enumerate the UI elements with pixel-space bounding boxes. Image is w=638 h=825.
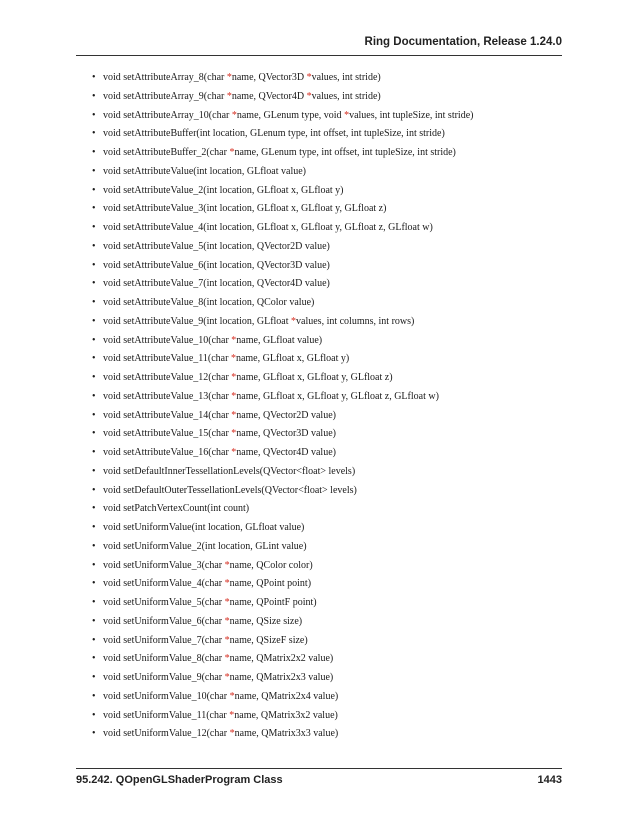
signature-text: void setUniformValue_6(char xyxy=(103,615,225,627)
signature-text: void setUniformValue(int location, GLfloat value) xyxy=(103,522,305,533)
method-list-item xyxy=(92,444,578,463)
pointer-asterisk: * xyxy=(231,334,237,346)
signature-text: values, int stride) xyxy=(311,72,381,83)
running-header: Ring Documentation, Release 1.24.0 xyxy=(364,36,562,48)
bullet-icon: • xyxy=(92,428,96,440)
bullet-icon: • xyxy=(92,559,96,571)
signature-text: void setAttributeValue_15(char xyxy=(103,428,232,440)
pointer-asterisk: * xyxy=(224,653,230,665)
signature-text: void setPatchVertexCount(int count) xyxy=(103,503,250,515)
signature-text: void setAttributeValue_16(char xyxy=(103,447,232,458)
bullet-icon: • xyxy=(92,672,96,683)
footer-divider xyxy=(76,768,562,769)
pointer-asterisk: * xyxy=(226,90,232,102)
method-list-item xyxy=(92,257,578,276)
signature-text: name, GLfloat x, GLfloat y, GLfloat z, GLfloat w) xyxy=(236,390,439,402)
method-list-item xyxy=(92,238,578,257)
signature-text: name, QMatrix3x3 value) xyxy=(234,728,339,740)
pointer-asterisk: * xyxy=(229,690,235,702)
signature-text: name, QSize size) xyxy=(229,615,303,627)
signature-text: void setAttributeValue_11(char xyxy=(103,353,231,365)
signature-text: name, QVector3D value) xyxy=(236,428,336,440)
bullet-icon: • xyxy=(92,653,96,665)
pointer-asterisk: * xyxy=(344,109,350,121)
pointer-asterisk: * xyxy=(224,672,230,683)
signature-text: void setAttributeValue_10(char xyxy=(103,334,232,346)
signature-text: name, GLfloat x, GLfloat y, GLfloat z) xyxy=(236,372,393,383)
signature-text: void setUniformValue_5(char xyxy=(103,597,225,608)
bullet-icon: • xyxy=(92,297,96,308)
bullet-icon: • xyxy=(92,72,96,83)
signature-text: void setDefaultInnerTessellationLevels(QVector<float> levels) xyxy=(103,465,356,477)
signature-text: void setUniformValue_7(char xyxy=(103,634,225,646)
signature-text: void setAttributeValue_9(int location, GLfloat xyxy=(103,315,292,327)
bullet-icon: • xyxy=(92,634,96,646)
pointer-asterisk: * xyxy=(229,728,235,740)
signature-text: void setAttributeValue_4(int location, GLfloat x, GLfloat y, GLfloat z, GLfloat w) xyxy=(103,222,433,233)
signature-text: name, GLfloat x, GLfloat y) xyxy=(235,353,350,365)
pointer-asterisk: * xyxy=(224,578,230,590)
method-list-item xyxy=(92,407,578,426)
pointer-asterisk: * xyxy=(229,147,235,158)
bullet-icon: • xyxy=(92,578,96,590)
method-list-item xyxy=(92,107,578,126)
header-divider xyxy=(76,55,562,56)
method-list-item xyxy=(92,200,578,219)
signature-text: void setAttributeValue_6(int location, QVector3D value) xyxy=(103,259,330,271)
method-list-item xyxy=(92,294,578,313)
signature-text: values, int tupleSize, int stride) xyxy=(349,109,474,121)
signature-text: void setUniformValue_4(char xyxy=(103,578,225,590)
bullet-icon: • xyxy=(92,184,96,196)
method-list xyxy=(92,69,578,744)
signature-text: void setAttributeValue_2(int location, GLfloat x, GLfloat y) xyxy=(103,184,344,196)
signature-text: void setAttributeArray_10(char xyxy=(103,109,232,121)
bullet-icon: • xyxy=(92,709,96,721)
signature-text: void setAttributeValue_12(char xyxy=(103,372,232,383)
method-list-item xyxy=(92,163,578,182)
bullet-icon: • xyxy=(92,259,96,271)
signature-text: name, GLenum type, void xyxy=(236,109,345,121)
method-list-item xyxy=(92,669,578,688)
signature-text: name, QVector2D value) xyxy=(236,409,336,421)
signature-text: void setUniformValue_3(char xyxy=(103,559,225,571)
signature-text: name, QSizeF size) xyxy=(229,634,308,646)
bullet-icon: • xyxy=(92,522,96,533)
footer-section-title: 95.242. QOpenGLShaderProgram Class xyxy=(76,774,283,786)
bullet-icon: • xyxy=(92,147,96,158)
method-list-item xyxy=(92,425,578,444)
bullet-icon: • xyxy=(92,203,96,215)
method-list-item xyxy=(92,350,578,369)
bullet-icon: • xyxy=(92,409,96,421)
method-list-item xyxy=(92,125,578,144)
pointer-asterisk: * xyxy=(224,615,230,627)
method-list-item xyxy=(92,69,578,88)
signature-text: name, QVector4D value) xyxy=(236,447,336,458)
bullet-icon: • xyxy=(92,503,96,515)
signature-text: void setUniformValue_11(char xyxy=(103,709,230,721)
signature-text: void setAttributeValue_7(int location, QVector4D value) xyxy=(103,278,330,290)
signature-text: void setAttributeValue_8(int location, QColor value) xyxy=(103,297,315,308)
signature-text: void setUniformValue_8(char xyxy=(103,653,225,665)
signature-text: void setUniformValue_12(char xyxy=(103,728,230,740)
signature-text: values, int columns, int rows) xyxy=(296,315,415,327)
pointer-asterisk: * xyxy=(231,409,237,421)
bullet-icon: • xyxy=(92,615,96,627)
bullet-icon: • xyxy=(92,222,96,233)
bullet-icon: • xyxy=(92,728,96,740)
bullet-icon: • xyxy=(92,165,96,177)
method-list-item xyxy=(92,650,578,669)
signature-text: void setDefaultOuterTessellationLevels(QVector<float> levels) xyxy=(103,484,357,496)
signature-text: name, GLenum type, int offset, int tupleSize, int stride) xyxy=(234,147,456,158)
bullet-icon: • xyxy=(92,540,96,552)
method-list-item xyxy=(92,557,578,576)
signature-text: void setAttributeArray_9(char xyxy=(103,90,227,102)
method-list-item xyxy=(92,275,578,294)
signature-text: void setUniformValue_10(char xyxy=(103,690,230,702)
method-list-item xyxy=(92,594,578,613)
method-list-item xyxy=(92,632,578,651)
signature-text: void setAttributeArray_8(char xyxy=(103,72,227,83)
method-list-item xyxy=(92,707,578,726)
method-list-item xyxy=(92,463,578,482)
bullet-icon: • xyxy=(92,334,96,346)
signature-text: name, QMatrix2x4 value) xyxy=(234,690,339,702)
pointer-asterisk: * xyxy=(291,315,297,327)
signature-text: void setAttributeValue_5(int location, QVector2D value) xyxy=(103,240,330,252)
bullet-icon: • xyxy=(92,447,96,458)
method-list-item xyxy=(92,688,578,707)
pointer-asterisk: * xyxy=(226,72,232,83)
signature-text: void setAttributeValue_13(char xyxy=(103,390,232,402)
method-list-item xyxy=(92,88,578,107)
signature-text: void setAttributeValue_14(char xyxy=(103,409,232,421)
method-list-item xyxy=(92,575,578,594)
pointer-asterisk: * xyxy=(230,353,236,365)
signature-text: name, QPointF point) xyxy=(229,597,317,608)
signature-text: name, QMatrix2x2 value) xyxy=(229,653,334,665)
bullet-icon: • xyxy=(92,240,96,252)
method-list-item xyxy=(92,613,578,632)
signature-text: void setAttributeValue(int location, GLfloat value) xyxy=(103,165,306,177)
bullet-icon: • xyxy=(92,390,96,402)
method-list-item xyxy=(92,144,578,163)
method-list-item xyxy=(92,369,578,388)
signature-text: name, QMatrix3x2 value) xyxy=(234,709,338,721)
pointer-asterisk: * xyxy=(231,428,237,440)
pointer-asterisk: * xyxy=(224,634,230,646)
pointer-asterisk: * xyxy=(229,709,235,721)
signature-text: name, QVector4D xyxy=(231,90,307,102)
method-list-item xyxy=(92,182,578,201)
signature-text: name, GLfloat value) xyxy=(236,334,323,346)
method-list-item xyxy=(92,519,578,538)
pointer-asterisk: * xyxy=(224,559,230,571)
pointer-asterisk: * xyxy=(306,72,312,83)
bullet-icon: • xyxy=(92,109,96,121)
signature-text: name, QMatrix2x3 value) xyxy=(229,672,334,683)
bullet-icon: • xyxy=(92,597,96,608)
signature-text: void setAttributeBuffer_2(char xyxy=(103,147,230,158)
bullet-icon: • xyxy=(92,690,96,702)
signature-text: void setUniformValue_2(int location, GLint value) xyxy=(103,540,307,552)
pointer-asterisk: * xyxy=(224,597,230,608)
pointer-asterisk: * xyxy=(231,390,237,402)
signature-text: name, QColor color) xyxy=(229,559,313,571)
method-list-item xyxy=(92,332,578,351)
signature-text: name, QPoint point) xyxy=(229,578,312,590)
bullet-icon: • xyxy=(92,128,96,140)
signature-text: void setAttributeBuffer(int location, GLenum type, int offset, int tupleSize, int stride) xyxy=(103,128,445,140)
pointer-asterisk: * xyxy=(306,90,312,102)
bullet-icon: • xyxy=(92,315,96,327)
method-list-item xyxy=(92,538,578,557)
method-list-item xyxy=(92,482,578,501)
method-list-item xyxy=(92,725,578,744)
bullet-icon: • xyxy=(92,465,96,477)
signature-text: void setUniformValue_9(char xyxy=(103,672,225,683)
bullet-icon: • xyxy=(92,90,96,102)
signature-text: void setAttributeValue_3(int location, GLfloat x, GLfloat y, GLfloat z) xyxy=(103,203,387,215)
pointer-asterisk: * xyxy=(231,109,237,121)
method-list-item xyxy=(92,388,578,407)
method-list-item xyxy=(92,313,578,332)
bullet-icon: • xyxy=(92,484,96,496)
signature-text: name, QVector3D xyxy=(231,72,307,83)
bullet-icon: • xyxy=(92,278,96,290)
bullet-icon: • xyxy=(92,372,96,383)
method-list-item xyxy=(92,219,578,238)
pointer-asterisk: * xyxy=(231,372,237,383)
method-list-item xyxy=(92,500,578,519)
pointer-asterisk: * xyxy=(231,447,237,458)
bullet-icon: • xyxy=(92,353,96,365)
signature-text: values, int stride) xyxy=(311,90,381,102)
page-number: 1443 xyxy=(537,774,562,786)
